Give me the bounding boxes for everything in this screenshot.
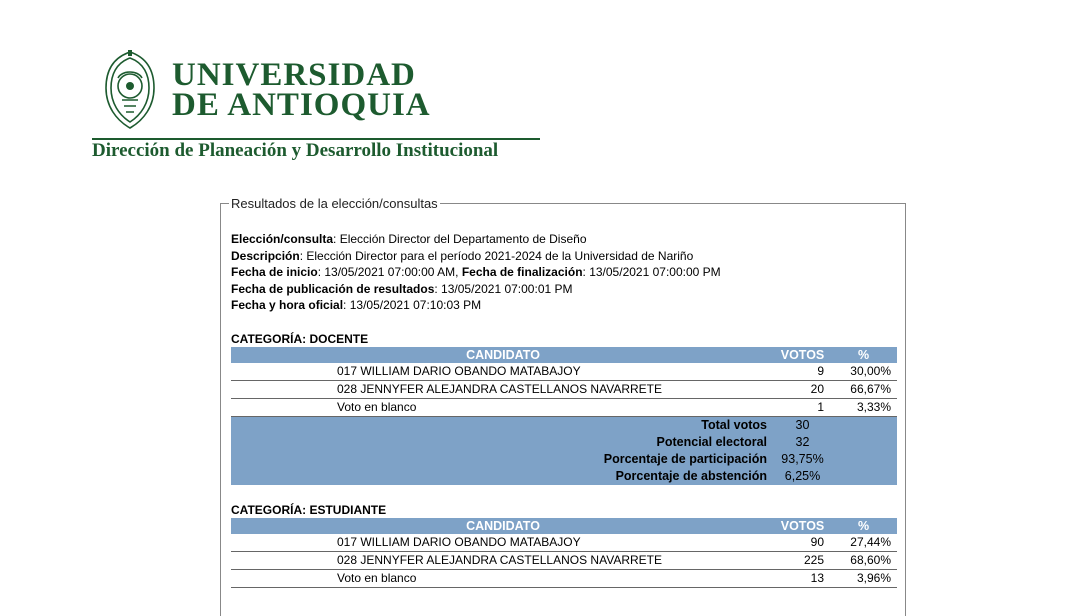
- department-name: Dirección de Planeación y Desarrollo Institucional: [92, 140, 499, 161]
- category-docente-title: CATEGORÍA: DOCENTE: [231, 331, 369, 346]
- meta-descripcion-label: Descripción: [231, 248, 300, 263]
- meta-fin-label: Fecha de finalización: [461, 265, 583, 280]
- category-estudiante-title: CATEGORÍA: ESTUDIANTE: [231, 502, 387, 517]
- candidate-pct: 66,67%: [830, 380, 897, 398]
- summary-row-total: [231, 416, 897, 434]
- meta-inicio-value: : 13/05/2021 07:00:00 AM,: [317, 265, 462, 280]
- header-votos: VOTOS: [775, 518, 830, 534]
- summary-value: 32: [775, 434, 830, 451]
- estudiante-results-table: [231, 518, 897, 588]
- university-name-line2: DE ANTIOQUIA: [172, 87, 431, 123]
- candidate-name: Voto en blanco: [335, 398, 775, 416]
- meta-oficial-value: : 13/05/2021 07:10:03 PM: [343, 298, 482, 313]
- meta-fin-value: : 13/05/2021 07:00:00 PM: [582, 265, 721, 280]
- docente-results-table: [231, 347, 897, 485]
- candidate-votes: 20: [775, 380, 830, 398]
- candidate-name: 017 WILLIAM DARIO OBANDO MATABAJOY: [335, 363, 775, 381]
- summary-value: 30: [775, 416, 830, 434]
- candidate-pct: 30,00%: [830, 363, 897, 381]
- meta-publicacion: [231, 281, 899, 298]
- university-header: [92, 46, 552, 166]
- candidate-name: 028 JENNYFER ALEJANDRA CASTELLANOS NAVARRETE: [335, 380, 775, 398]
- results-legend: Resultados de la elección/consultas: [231, 196, 438, 211]
- meta-descripcion: [231, 248, 899, 265]
- meta-descripcion-value: : Elección Director para el período 2021-2024 de la Universidad de Nariño: [299, 248, 694, 263]
- summary-label: Porcentaje de participación: [335, 451, 775, 468]
- table-header-row: [231, 518, 897, 534]
- summary-label: Total votos: [335, 416, 775, 434]
- meta-eleccion-value: : Elección Director del Departamento de Diseño: [333, 232, 587, 246]
- summary-row-participacion: [231, 451, 897, 468]
- header-votos: VOTOS: [775, 347, 830, 363]
- meta-publicacion-label: Fecha de publicación de resultados: [231, 281, 435, 296]
- meta-oficial-label: Fecha y hora oficial: [231, 298, 344, 313]
- header-pct: %: [830, 518, 897, 534]
- candidate-votes: 13: [775, 569, 830, 587]
- summary-value: 6,25%: [775, 468, 830, 485]
- table-row: [231, 569, 897, 587]
- summary-row-abstencion: [231, 468, 897, 485]
- university-name-line1: UNIVERSIDAD: [172, 57, 416, 93]
- candidate-pct: 3,33%: [830, 398, 897, 416]
- candidate-pct: 68,60%: [830, 551, 897, 569]
- header-candidato: CANDIDATO: [231, 518, 775, 534]
- table-row: [231, 363, 897, 381]
- candidate-votes: 225: [775, 551, 830, 569]
- meta-oficial: [231, 297, 899, 314]
- candidate-name: 017 WILLIAM DARIO OBANDO MATABAJOY: [335, 534, 775, 552]
- summary-value: 93,75%: [775, 451, 830, 468]
- table-header-row: [231, 347, 897, 363]
- table-row: [231, 551, 897, 569]
- results-content: [231, 231, 899, 588]
- meta-fechas: [231, 264, 899, 281]
- candidate-pct: 27,44%: [830, 534, 897, 552]
- university-name: [172, 57, 431, 123]
- meta-eleccion-label: Elección/consulta: [231, 232, 334, 246]
- summary-row-potencial: [231, 434, 897, 451]
- meta-inicio-label: Fecha de inicio: [231, 265, 318, 280]
- results-panel: [220, 196, 906, 616]
- summary-label: Potencial electoral: [335, 434, 775, 451]
- meta-publicacion-value: : 13/05/2021 07:00:01 PM: [434, 281, 573, 296]
- candidate-pct: 3,96%: [830, 569, 897, 587]
- table-row: [231, 534, 897, 552]
- candidate-name: Voto en blanco: [335, 569, 775, 587]
- candidate-votes: 1: [775, 398, 830, 416]
- university-seal-logo: [98, 48, 162, 132]
- candidate-votes: 9: [775, 363, 830, 381]
- table-row: [231, 398, 897, 416]
- header-candidato: CANDIDATO: [231, 347, 775, 363]
- summary-label: Porcentaje de abstención: [335, 468, 775, 485]
- candidate-votes: 90: [775, 534, 830, 552]
- header-pct: %: [830, 347, 897, 363]
- table-row: [231, 380, 897, 398]
- candidate-name: 028 JENNYFER ALEJANDRA CASTELLANOS NAVARRETE: [335, 551, 775, 569]
- meta-eleccion: [231, 231, 899, 248]
